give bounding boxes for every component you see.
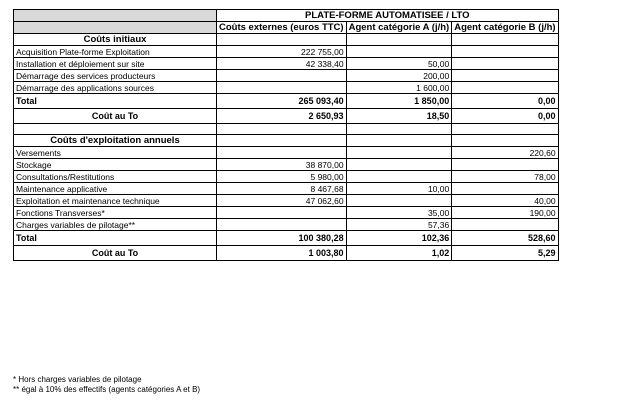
table-row <box>14 207 559 219</box>
table-row <box>14 82 559 94</box>
footnote-2: ** égal à 10% des effectifs (agents catégories A et B) <box>13 385 201 394</box>
row-label: Versements <box>14 147 217 159</box>
cell-agent-a: 18,50 <box>346 109 452 124</box>
row-label: Maintenance applicative <box>14 183 217 195</box>
table-row <box>14 46 559 58</box>
section-title: Coûts initiaux <box>14 34 217 46</box>
table-row <box>14 171 559 183</box>
cell-agent-a: 1,02 <box>346 246 452 261</box>
cell-external-costs: 42 338,40 <box>217 58 347 70</box>
row-label: Coût au To <box>14 246 217 261</box>
cell-agent-b <box>452 46 558 58</box>
cell-agent-a <box>346 147 452 159</box>
group-header: PLATE-FORME AUTOMATISEE / LTO <box>217 10 559 22</box>
row-label: Exploitation et maintenance technique <box>14 195 217 207</box>
table-row <box>14 219 559 231</box>
cell-external-costs <box>217 147 347 159</box>
cell-agent-b <box>452 183 558 195</box>
cell-external-costs <box>217 207 347 219</box>
cell-agent-a: 1 850,00 <box>346 94 452 109</box>
cell-agent-a: 57,36 <box>346 219 452 231</box>
cell-agent-a: 10,00 <box>346 183 452 195</box>
cell-agent-b <box>452 219 558 231</box>
table-row <box>14 195 559 207</box>
cell-agent-b: 528,60 <box>452 231 558 246</box>
table-row <box>14 58 559 70</box>
corner-cell <box>14 22 217 34</box>
cell-agent-b <box>452 159 558 171</box>
footnote-1: * Hors charges variables de pilotage <box>13 375 142 384</box>
row-label: Total <box>14 94 217 109</box>
section-title-row <box>14 34 559 46</box>
column-header-agent-a: Agent catégorie A (j/h) <box>346 22 452 34</box>
group-header-row <box>14 10 559 22</box>
cell-agent-b: 0,00 <box>452 94 558 109</box>
cell-agent-b: 0,00 <box>452 109 558 124</box>
row-label: Stockage <box>14 159 217 171</box>
row-label: Installation et déploiement sur site <box>14 58 217 70</box>
cell-external-costs: 5 980,00 <box>217 171 347 183</box>
cell-agent-b: 5,29 <box>452 246 558 261</box>
cell-agent-a <box>346 195 452 207</box>
row-label: Coût au To <box>14 109 217 124</box>
row-label: Charges variables de pilotage** <box>14 219 217 231</box>
row-label: Démarrage des services producteurs <box>14 70 217 82</box>
row-label: Consultations/Restitutions <box>14 171 217 183</box>
table-row <box>14 159 559 171</box>
cell-agent-b <box>452 70 558 82</box>
cell-agent-b <box>452 58 558 70</box>
cell-agent-b: 78,00 <box>452 171 558 183</box>
cost-table <box>13 9 559 261</box>
row-label: Fonctions Transverses* <box>14 207 217 219</box>
cell-agent-a: 102,36 <box>346 231 452 246</box>
cell-external-costs: 222 755,00 <box>217 46 347 58</box>
spacer-row <box>14 124 559 135</box>
table-row <box>14 147 559 159</box>
cell-agent-a: 1 600,00 <box>346 82 452 94</box>
cell-agent-a: 200,00 <box>346 70 452 82</box>
footnotes <box>13 375 200 395</box>
cell-external-costs: 38 870,00 <box>217 159 347 171</box>
table-row <box>14 70 559 82</box>
column-header-row <box>14 22 559 34</box>
cell-external-costs: 2 650,93 <box>217 109 347 124</box>
column-header-external-costs: Coûts externes (euros TTC) <box>217 22 347 34</box>
cell-agent-a: 50,00 <box>346 58 452 70</box>
cell-agent-b: 220,60 <box>452 147 558 159</box>
cell-agent-a <box>346 159 452 171</box>
row-label: Total <box>14 231 217 246</box>
cell-agent-b: 40,00 <box>452 195 558 207</box>
cell-external-costs: 265 093,40 <box>217 94 347 109</box>
cell-agent-a: 35,00 <box>346 207 452 219</box>
cell-external-costs: 1 003,80 <box>217 246 347 261</box>
total-row <box>14 231 559 246</box>
section-title: Coûts d'exploitation annuels <box>14 135 217 147</box>
cell-agent-b: 190,00 <box>452 207 558 219</box>
cell-agent-a <box>346 171 452 183</box>
cell-external-costs <box>217 219 347 231</box>
total-row <box>14 94 559 109</box>
cell-external-costs: 8 467,68 <box>217 183 347 195</box>
cost-per-to-row <box>14 109 559 124</box>
section-title-row <box>14 135 559 147</box>
cell-external-costs <box>217 70 347 82</box>
column-header-agent-b: Agent catégorie B (j/h) <box>452 22 558 34</box>
cell-agent-b <box>452 82 558 94</box>
cell-external-costs: 100 380,28 <box>217 231 347 246</box>
cost-per-to-row <box>14 246 559 261</box>
cell-external-costs <box>217 82 347 94</box>
row-label: Acquisition Plate-forme Exploitation <box>14 46 217 58</box>
table-row <box>14 183 559 195</box>
corner-cell <box>14 10 217 22</box>
cell-agent-a <box>346 46 452 58</box>
cell-external-costs: 47 062,60 <box>217 195 347 207</box>
row-label: Démarrage des applications sources <box>14 82 217 94</box>
